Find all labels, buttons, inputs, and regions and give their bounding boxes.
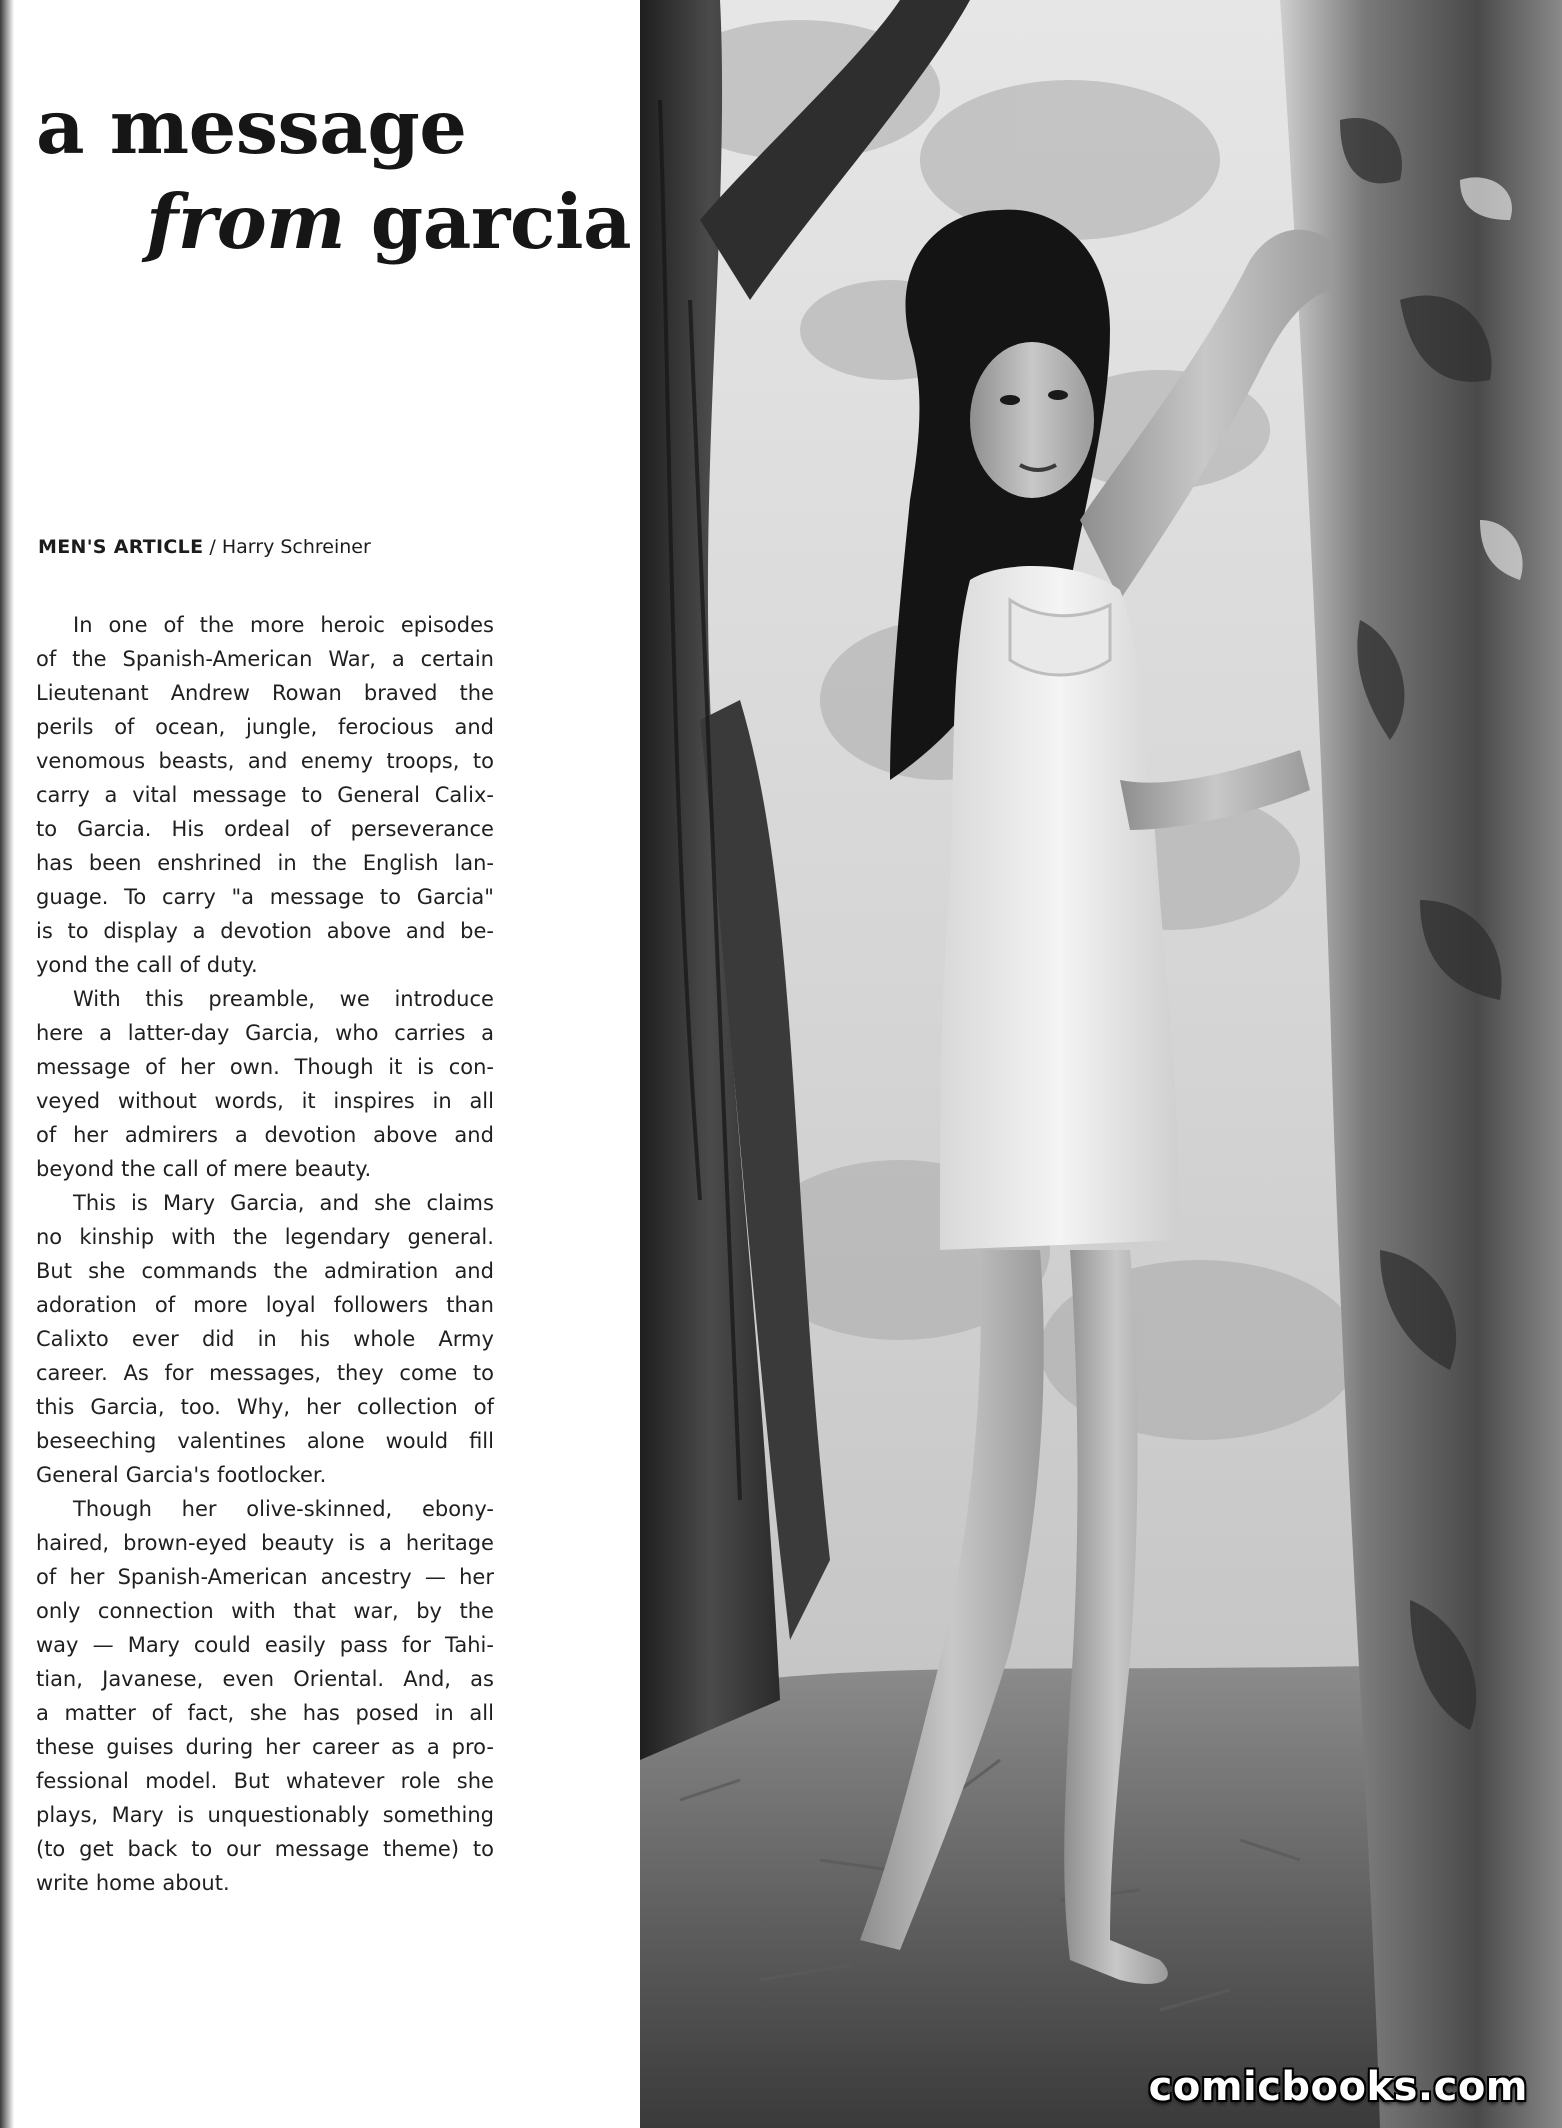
article-word: of (205, 1157, 226, 1181)
article-word: to (67, 919, 89, 943)
article-line (36, 1832, 494, 1866)
article-word: ordeal (224, 817, 291, 841)
article-word: ebony- (421, 1497, 494, 1521)
article-word: of (473, 1395, 494, 1419)
article-word: and (405, 919, 446, 943)
article-word: the (459, 1599, 494, 1623)
article-word: admirers (124, 1123, 218, 1147)
article-word: words, (214, 1089, 284, 1113)
article-line (36, 1356, 494, 1390)
article-word: get (79, 1837, 114, 1861)
article-word: in (257, 1327, 277, 1351)
article-word: Garcia, (230, 1191, 305, 1215)
article-word: message (274, 1837, 370, 1861)
article-word: mere (232, 1157, 288, 1181)
article-word: Javanese, (102, 1667, 204, 1691)
article-word: of (151, 1701, 172, 1725)
article-word: unquestionably (207, 1803, 370, 1827)
article-word: War, (328, 647, 376, 671)
article-line (36, 1526, 494, 1560)
article-word: veyed (36, 1089, 101, 1113)
article-word: to (191, 1837, 213, 1861)
article-word: our (226, 1837, 261, 1861)
article-line (36, 608, 494, 642)
article-word: of (36, 647, 57, 671)
article-line (36, 1118, 494, 1152)
article-word: for (402, 1633, 431, 1657)
article-word: And, (403, 1667, 451, 1691)
article-word: career. (36, 1361, 108, 1385)
article-line (36, 880, 494, 914)
article-word: carry (36, 783, 90, 807)
article-word: be- (460, 919, 494, 943)
article-line (36, 1050, 494, 1084)
article-word: to (379, 885, 401, 909)
article-word: Tahi- (444, 1633, 494, 1657)
article-word: ocean, (155, 715, 226, 739)
article-word: this (36, 1395, 75, 1419)
article-word: certain (420, 647, 494, 671)
article-word: haired, (36, 1531, 110, 1555)
article-word: lan- (454, 851, 494, 875)
article-word: vital (132, 783, 178, 807)
article-word: Mary (162, 1191, 216, 1215)
article-word: the (459, 681, 494, 705)
article-word: a (481, 1021, 494, 1045)
article-word: the (121, 1157, 156, 1181)
article-word: beauty. (294, 1157, 372, 1181)
article-word: only (36, 1599, 81, 1623)
article-word: whole (353, 1327, 416, 1351)
article-word: is (177, 1803, 194, 1827)
article-word: claims (426, 1191, 494, 1215)
article-word: a (99, 1021, 112, 1045)
article-word: she (88, 1259, 126, 1283)
article-line (36, 1458, 494, 1492)
article-word: to (36, 817, 58, 841)
article-word: back (127, 1837, 178, 1861)
article-title (36, 80, 636, 270)
article-word: guises (106, 1735, 174, 1759)
article-word: carry (162, 885, 216, 909)
article-word: come (399, 1361, 458, 1385)
article-word: could (193, 1633, 251, 1657)
article-word: heritage (405, 1531, 494, 1555)
article-word: introduce (394, 987, 494, 1011)
article-word: beauty (261, 1531, 335, 1555)
article-word: with (231, 1599, 276, 1623)
article-word: Garcia. (77, 817, 152, 841)
article-word: career (312, 1735, 380, 1759)
article-word: Why, (236, 1395, 291, 1419)
article-word: is (417, 1055, 434, 1079)
article-line (36, 982, 494, 1016)
article-line (36, 1288, 494, 1322)
article-word: devotion (220, 919, 313, 943)
article-word: commands (141, 1259, 258, 1283)
article-word: and (454, 1123, 494, 1147)
article-word: it (301, 1089, 316, 1113)
article-word: guage. (36, 885, 109, 909)
article-word: her (459, 1565, 494, 1589)
article-word: Garcia's (125, 1463, 211, 1487)
article-word: who (335, 1021, 379, 1045)
article-word: no (36, 1225, 63, 1249)
article-line (36, 1424, 494, 1458)
article-word: in (432, 1089, 452, 1113)
article-word: General (337, 783, 420, 807)
article-word: her (181, 1497, 217, 1521)
article-word: brown-eyed (123, 1531, 248, 1555)
article-word: she (374, 1191, 412, 1215)
article-word: her (180, 1055, 216, 1079)
article-word: to (472, 1361, 494, 1385)
article-word: jungle, (246, 715, 318, 739)
article-word: she (249, 1701, 288, 1725)
article-word: message (192, 783, 287, 807)
article-word: more (193, 1293, 248, 1317)
article-word: message (36, 1055, 131, 1079)
article-word: and (454, 715, 494, 739)
article-word: legendary (284, 1225, 391, 1249)
article-word: a (391, 647, 405, 671)
article-word: a (426, 1735, 440, 1759)
article-word: Garcia, (245, 1021, 320, 1045)
article-line (36, 778, 494, 812)
article-word: in (277, 851, 297, 875)
article-word: Andrew (170, 681, 250, 705)
article-word: plays, (36, 1803, 99, 1827)
article-word: Spanish-American (122, 647, 313, 671)
article-body (36, 608, 494, 1900)
article-word: and (247, 749, 288, 773)
article-line (36, 1764, 494, 1798)
article-word: Garcia, (90, 1395, 165, 1419)
article-word: perils (36, 715, 94, 739)
article-word: without (117, 1089, 197, 1113)
article-word: been (88, 851, 142, 875)
article-line (36, 1594, 494, 1628)
article-word: a (192, 919, 206, 943)
article-line (36, 1016, 494, 1050)
article-word: for (164, 1361, 194, 1385)
article-word: display (103, 919, 178, 943)
article-word: tian, (36, 1667, 83, 1691)
article-word: of (114, 715, 135, 739)
author-name: Harry Schreiner (221, 536, 371, 558)
article-word: admiration (324, 1259, 439, 1283)
article-line (36, 1866, 494, 1900)
article-word: all (469, 1089, 494, 1113)
article-line (36, 1322, 494, 1356)
article-word: the (72, 647, 107, 671)
article-word: this (145, 987, 184, 1011)
article-word: of (154, 1293, 176, 1317)
article-word: they (336, 1361, 384, 1385)
article-word: is (348, 1531, 366, 1555)
article-word: her (306, 1395, 341, 1419)
article-word: Mary (111, 1803, 164, 1827)
article-word: is (131, 1191, 148, 1215)
article-word: Calix- (434, 783, 494, 807)
article-word: and (454, 1259, 494, 1283)
article-line (36, 1152, 494, 1186)
article-word: Oriental. (293, 1667, 385, 1691)
article-word: kinship (79, 1225, 155, 1249)
article-word: fact, (187, 1701, 235, 1725)
article-word: English (362, 851, 439, 875)
article-word: carries (394, 1021, 466, 1045)
article-word: his (299, 1327, 330, 1351)
article-word: Though (294, 1055, 374, 1079)
article-word: duty. (206, 953, 258, 977)
article-word: here (36, 1021, 84, 1045)
article-word: war, (353, 1599, 399, 1623)
article-word: own. (229, 1055, 280, 1079)
article-word: even (222, 1667, 275, 1691)
article-word: alone (306, 1429, 365, 1453)
binding-shadow (0, 0, 14, 2128)
article-word: has (36, 851, 74, 875)
article-word: con- (448, 1055, 494, 1079)
article-line (36, 1492, 494, 1526)
article-word: theme) (383, 1837, 460, 1861)
article-line (36, 914, 494, 948)
article-word: Rowan (272, 681, 342, 705)
article-word: did (201, 1327, 235, 1351)
article-word: as (391, 1735, 415, 1759)
article-word: is (36, 919, 53, 943)
article-line (36, 1254, 494, 1288)
article-word: a (379, 1531, 392, 1555)
article-word: This (73, 1191, 116, 1215)
article-word: more (250, 613, 305, 637)
article-word: latter-day (127, 1021, 230, 1045)
article-word: all (469, 1701, 494, 1725)
article-word: call (136, 953, 173, 977)
article-word: message (269, 885, 365, 909)
article-word: olive-skinned, (246, 1497, 393, 1521)
title-line-1: a message (36, 83, 467, 171)
article-word: adoration (36, 1293, 137, 1317)
article-word: something (382, 1803, 494, 1827)
article-word: and (319, 1191, 360, 1215)
article-word: her (69, 1565, 105, 1589)
article-word: to (472, 749, 494, 773)
article-word: a (104, 783, 118, 807)
article-word: has (302, 1701, 340, 1725)
article-word: fessional (36, 1769, 129, 1793)
article-word: one (108, 613, 148, 637)
article-word: valentines (177, 1429, 286, 1453)
byline-separator: / (203, 536, 222, 558)
article-word: beseeching (36, 1429, 157, 1453)
article-word: her (73, 1123, 108, 1147)
article-line (36, 1084, 494, 1118)
article-word: troops, (386, 749, 460, 773)
article-word: (to (36, 1837, 66, 1861)
article-word: pass (339, 1633, 388, 1657)
article-word: But (36, 1259, 72, 1283)
article-word: way (36, 1633, 79, 1657)
article-word: Lieutenant (36, 681, 149, 705)
article-word: — (92, 1633, 114, 1657)
article-word: Garcia" (416, 885, 494, 909)
article-word: connection (97, 1599, 214, 1623)
title-italic-word: from (146, 178, 346, 266)
article-word: messages, (209, 1361, 322, 1385)
article-word: a (36, 1701, 49, 1725)
article-line (36, 1628, 494, 1662)
article-word: we (339, 987, 370, 1011)
article-word: role (400, 1769, 441, 1793)
article-word: heroic (320, 613, 385, 637)
article-word: venomous (36, 749, 146, 773)
article-word: the (312, 851, 347, 875)
article-line (36, 710, 494, 744)
byline (38, 536, 638, 558)
article-word: with (171, 1225, 216, 1249)
article-word: of (179, 953, 200, 977)
article-word: in (434, 1701, 454, 1725)
article-word: above (373, 1123, 438, 1147)
article-word: of (36, 1565, 57, 1589)
title-name-word: garcia (345, 178, 632, 266)
article-word: would (385, 1429, 449, 1453)
article-word: of (310, 817, 331, 841)
article-word: a (234, 1123, 248, 1147)
article-word: than (446, 1293, 494, 1317)
article-word: she (456, 1769, 494, 1793)
article-line (36, 676, 494, 710)
article-line (36, 1662, 494, 1696)
article-word: beyond (36, 1157, 115, 1181)
article-line (36, 1186, 494, 1220)
article-word: As (123, 1361, 149, 1385)
article-line (36, 1220, 494, 1254)
article-line (36, 1730, 494, 1764)
article-word: during (185, 1735, 254, 1759)
article-word: call (162, 1157, 199, 1181)
article-word: inspires (333, 1089, 415, 1113)
article-word: enemy (300, 749, 373, 773)
article-line (36, 1696, 494, 1730)
article-word: to (472, 1837, 494, 1861)
article-word: fill (469, 1429, 494, 1453)
article-word: of (145, 1055, 166, 1079)
article-word: ancestry (320, 1565, 412, 1589)
article-word: of (163, 613, 184, 637)
article-line (36, 846, 494, 880)
article-word: His (171, 817, 205, 841)
article-word: general. (407, 1225, 494, 1249)
watermark-text: comicbooks.com (1148, 2064, 1528, 2110)
article-word: the (199, 613, 235, 637)
article-word: the (233, 1225, 268, 1249)
article-word: these (36, 1735, 95, 1759)
article-word: loyal (265, 1293, 316, 1317)
article-word: braved (363, 681, 438, 705)
article-word: Army (438, 1327, 494, 1351)
article-word: — (424, 1565, 446, 1589)
article-word: easily (264, 1633, 326, 1657)
article-word: yond (36, 953, 88, 977)
article-word: followers (333, 1293, 429, 1317)
article-word: by (416, 1599, 442, 1623)
article-word: But (233, 1769, 270, 1793)
article-word: In (73, 613, 93, 637)
article-word: Calixto (36, 1327, 109, 1351)
article-word: write (36, 1871, 89, 1895)
article-word: ever (131, 1327, 179, 1351)
article-line (36, 1798, 494, 1832)
article-word: whatever (285, 1769, 385, 1793)
photo-woman-by-tree (640, 0, 1562, 2128)
article-word: perseverance (350, 817, 494, 841)
article-word: home (95, 1871, 156, 1895)
article-word: her (265, 1735, 301, 1759)
article-line (36, 948, 494, 982)
article-word: above (326, 919, 392, 943)
article-word: Spanish-American (117, 1565, 308, 1589)
article-word: matter (64, 1701, 136, 1725)
article-word: beasts, (158, 749, 235, 773)
article-word: Though (73, 1497, 152, 1521)
article-word: posed (355, 1701, 419, 1725)
article-word: preamble, (208, 987, 315, 1011)
article-word: episodes (400, 613, 494, 637)
article-word: General (36, 1463, 119, 1487)
article-word: to (301, 783, 323, 807)
article-word: about. (162, 1871, 230, 1895)
article-line (36, 744, 494, 778)
article-word: of (36, 1123, 57, 1147)
article-word: ferocious (337, 715, 434, 739)
article-word: that (293, 1599, 336, 1623)
article-word: the (273, 1259, 308, 1283)
article-line (36, 642, 494, 676)
article-word: enshrined (157, 851, 262, 875)
title-line-2 (36, 175, 636, 270)
article-word: too. (180, 1395, 221, 1419)
photograph (640, 0, 1562, 2128)
article-word: it (388, 1055, 403, 1079)
article-word: as (470, 1667, 494, 1691)
article-word: the (94, 953, 130, 977)
article-word: pro- (451, 1735, 494, 1759)
article-word: model. (145, 1769, 218, 1793)
article-word: footlocker. (217, 1463, 327, 1487)
article-word: With (73, 987, 121, 1011)
article-word: devotion (264, 1123, 357, 1147)
article-line (36, 812, 494, 846)
article-word: collection (356, 1395, 458, 1419)
section-label: MEN'S ARTICLE (38, 536, 204, 558)
article-word: "a (231, 885, 255, 909)
article-line (36, 1560, 494, 1594)
article-word: To (124, 885, 147, 909)
article-line (36, 1390, 494, 1424)
article-word: Mary (127, 1633, 180, 1657)
